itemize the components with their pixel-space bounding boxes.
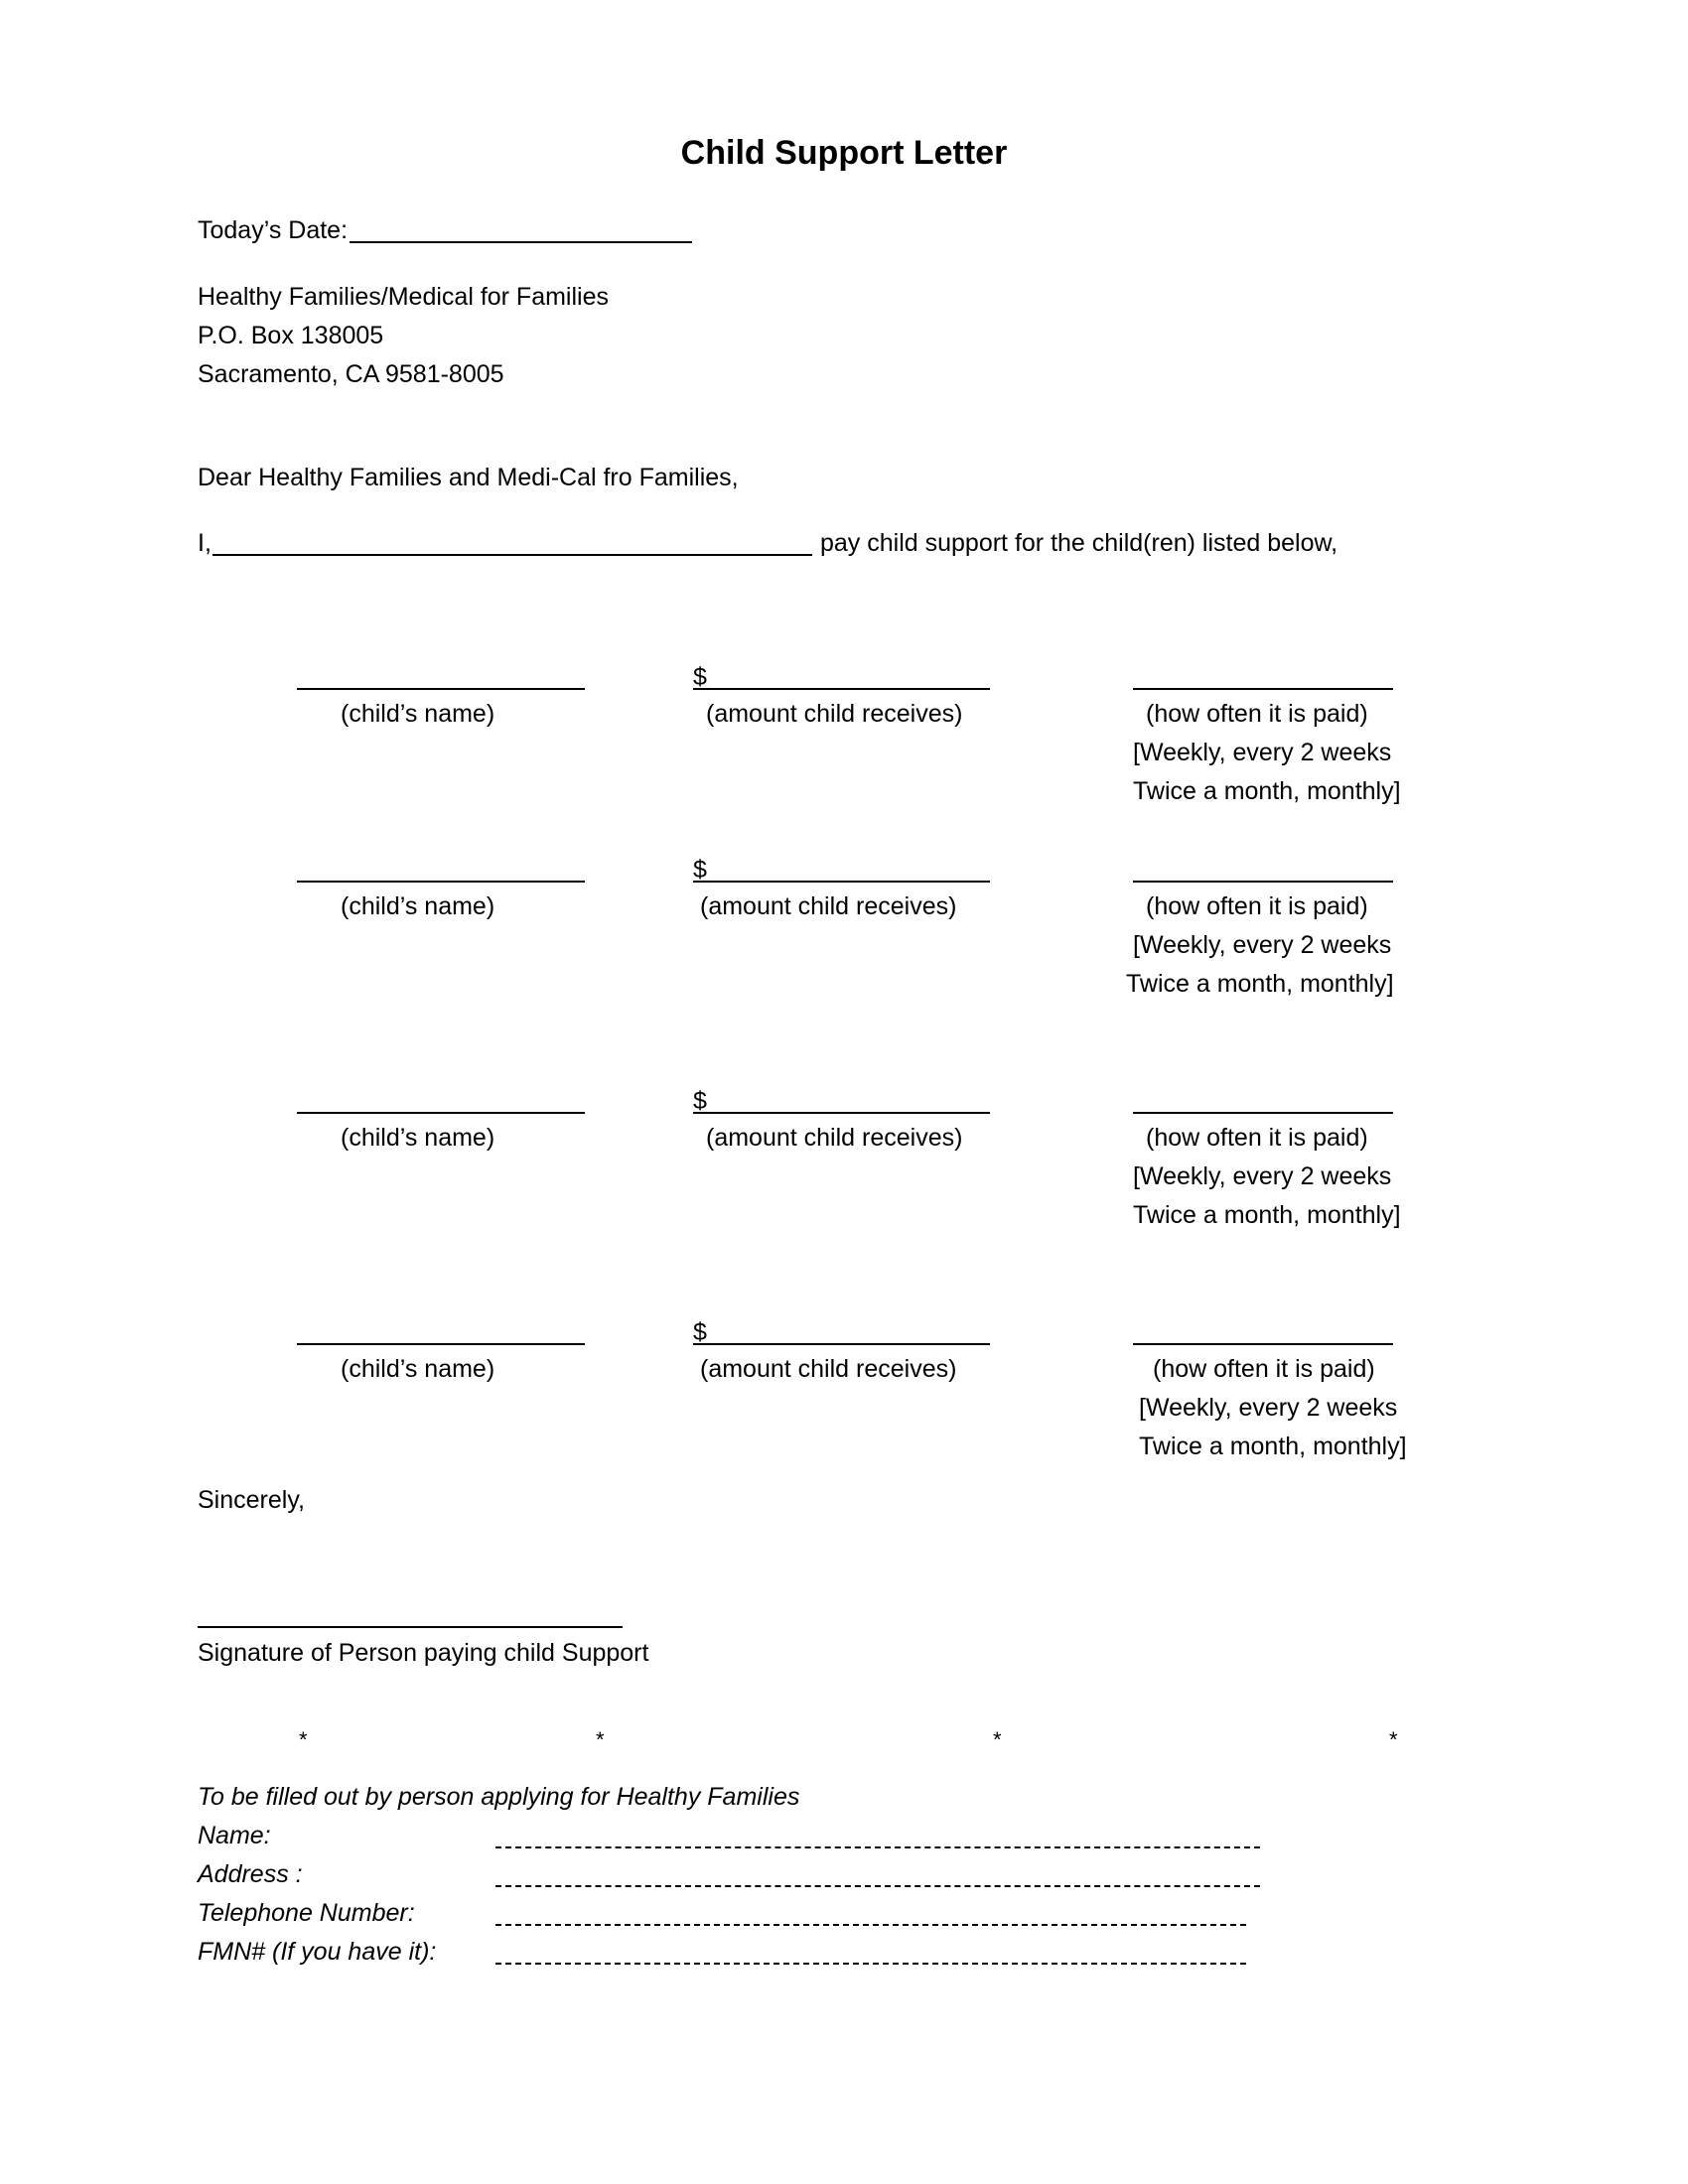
child-name-field[interactable] [297,881,585,883]
signature-label: Signature of Person paying child Support [198,1639,649,1667]
amount-field[interactable] [693,881,990,883]
applicant-heading: To be filled out by person applying for Healthy Families [198,1783,800,1811]
frequency-hint-2: Twice a month, monthly] [1133,1201,1401,1229]
date-field[interactable] [350,241,692,243]
child-name-label: (child’s name) [341,700,495,728]
frequency-hint-1: [Weekly, every 2 weeks [1133,931,1392,959]
amount-label: (amount child receives) [706,1124,963,1152]
frequency-label: (how often it is paid) [1146,700,1368,728]
salutation: Dear Healthy Families and Medi-Cal fro Families, [198,464,739,491]
dollar-sign: $ [693,1087,707,1115]
child-name-field[interactable] [297,688,585,690]
applicant-name-label: Name: [198,1822,271,1849]
dollar-sign: $ [693,856,707,884]
amount-field[interactable] [693,1343,990,1345]
closing: Sincerely, [198,1486,305,1514]
frequency-hint-2: Twice a month, monthly] [1133,777,1401,805]
frequency-hint-1: [Weekly, every 2 weeks [1133,739,1392,766]
applicant-name-field[interactable] [495,1846,1260,1848]
applicant-phone-field[interactable] [495,1924,1246,1926]
child-name-field[interactable] [297,1343,585,1345]
frequency-label: (how often it is paid) [1153,1355,1375,1383]
frequency-hint-2: Twice a month, monthly] [1126,970,1394,998]
frequency-label: (how often it is paid) [1146,892,1368,920]
statement-suffix: pay child support for the child(ren) listed below, [820,529,1338,557]
applicant-phone-label: Telephone Number: [198,1899,415,1927]
applicant-address-field[interactable] [495,1885,1260,1887]
signature-field[interactable] [198,1626,623,1628]
frequency-field[interactable] [1133,1343,1393,1345]
applicant-fmn-label: FMN# (If you have it): [198,1938,437,1966]
frequency-field[interactable] [1133,881,1393,883]
page-title: Child Support Letter [680,134,1008,172]
frequency-hint-2: Twice a month, monthly] [1139,1433,1407,1460]
child-name-field[interactable] [297,1112,585,1114]
separator-star: * [299,1727,308,1752]
amount-label: (amount child receives) [706,700,963,728]
amount-field[interactable] [693,688,990,690]
date-label: Today’s Date: [198,216,349,244]
amount-label: (amount child receives) [700,1355,957,1383]
address-line-2: P.O. Box 138005 [198,322,384,349]
statement-prefix: I, [198,529,211,557]
child-name-label: (child’s name) [341,1124,495,1152]
frequency-field[interactable] [1133,1112,1393,1114]
address-line-3: Sacramento, CA 9581-8005 [198,360,504,388]
frequency-field[interactable] [1133,688,1393,690]
payer-name-field[interactable] [212,554,812,556]
separator-star: * [1389,1727,1398,1752]
dollar-sign: $ [693,1318,707,1346]
frequency-hint-1: [Weekly, every 2 weeks [1139,1394,1398,1422]
child-name-label: (child’s name) [341,892,495,920]
amount-label: (amount child receives) [700,892,957,920]
applicant-fmn-field[interactable] [495,1963,1246,1965]
amount-field[interactable] [693,1112,990,1114]
frequency-hint-1: [Weekly, every 2 weeks [1133,1162,1392,1190]
applicant-address-label: Address : [198,1860,303,1888]
separator-star: * [993,1727,1002,1752]
child-name-label: (child’s name) [341,1355,495,1383]
address-line-1: Healthy Families/Medical for Families [198,283,610,311]
dollar-sign: $ [693,663,707,691]
separator-star: * [596,1727,605,1752]
frequency-label: (how often it is paid) [1146,1124,1368,1152]
